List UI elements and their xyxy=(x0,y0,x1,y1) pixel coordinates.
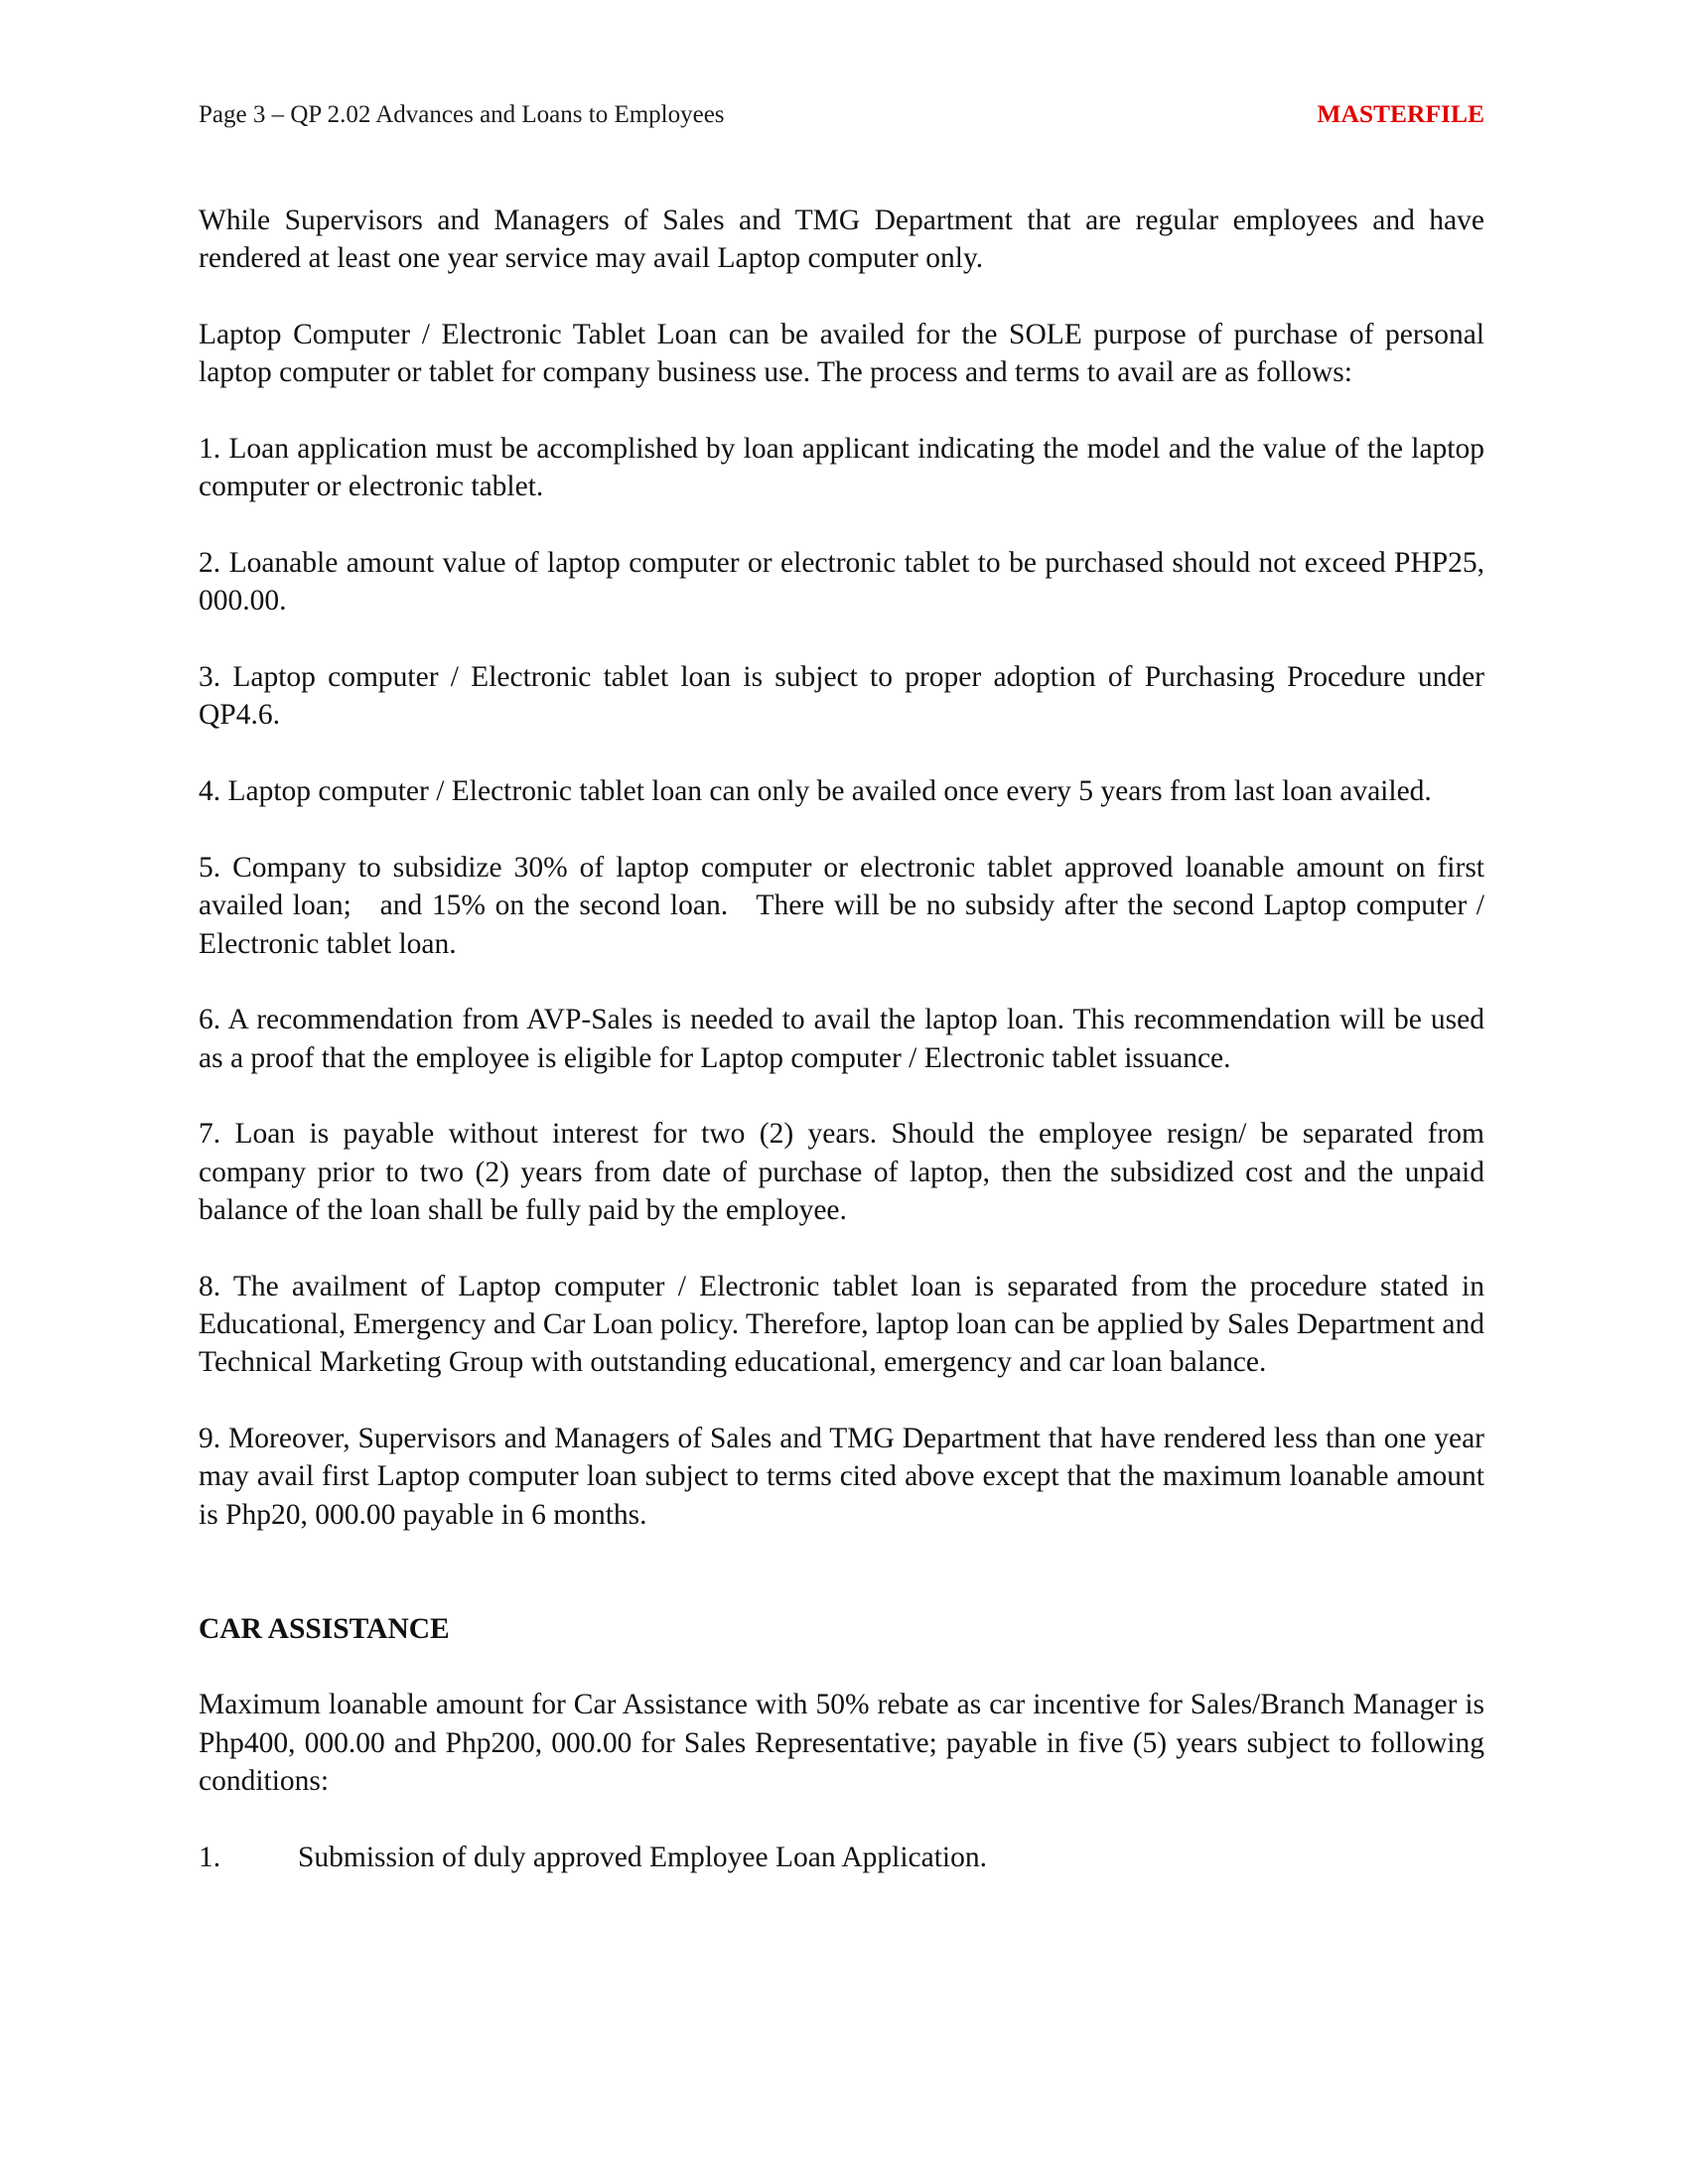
laptop-term-8: 8. The availment of Laptop computer / Electronic tablet loan is separated from the procedure stated in Educational, Emergency and Car Loan policy. Therefore, laptop loan can be applied by Sales Department and Technical Marketing Group with outstanding educational, emergency and car loan balance. xyxy=(199,1270,1484,1379)
car-condition-number: 1. xyxy=(199,1841,221,1873)
car-condition-item xyxy=(199,1839,1484,1876)
document-body xyxy=(199,202,1492,1876)
laptop-term-1: 1. Loan application must be accomplished by loan applicant indicating the model and the value of the laptop computer or electronic tablet. xyxy=(199,433,1484,503)
laptop-term-9: 9. Moreover, Supervisors and Managers of Sales and TMG Department that have rendered less than one year may avail first Laptop computer loan subject to terms cited above except that the maximum loanable amount is Php20, 000.00 payable in 6 months. xyxy=(199,1423,1484,1531)
car-condition-text: Submission of duly approved Employee Loan Application. xyxy=(298,1841,987,1873)
laptop-term-2: 2. Loanable amount value of laptop computer or electronic tablet to be purchased should not exceed PHP25, 000.00. xyxy=(199,547,1484,617)
car-assistance-paragraph: Maximum loanable amount for Car Assistance with 50% rebate as car incentive for Sales/Branch Manager is Php400, 000.00 and Php200, 000.00 for Sales Representative; payable in five (5) years subject to following conditions: xyxy=(199,1689,1484,1798)
page-header xyxy=(199,99,1484,129)
laptop-term-5: 5. Company to subsidize 30% of laptop computer or electronic tablet approved loanable amount on first availed loan; and 15% on the second loan. There will be no subsidy after the second Laptop computer / Electronic tablet loan. xyxy=(199,851,1492,960)
masterfile-stamp: MASTERFILE xyxy=(1317,99,1484,128)
intro-paragraph-eligibility: While Supervisors and Managers of Sales and TMG Department that are regular employees and have rendered at least one year service may avail Laptop computer only. xyxy=(199,205,1484,275)
section-heading-car-assistance: CAR ASSISTANCE xyxy=(199,1612,450,1645)
page-header-title: Page 3 – QP 2.02 Advances and Loans to Employees xyxy=(199,101,725,128)
laptop-term-6: 6. A recommendation from AVP-Sales is needed to avail the laptop loan. This recommendation will be used as a proof that the employee is eligible for Laptop computer / Electronic tablet issuance. xyxy=(199,1004,1484,1074)
intro-paragraph-purpose: Laptop Computer / Electronic Tablet Loan can be availed for the SOLE purpose of purchase of personal laptop computer or tablet for company business use. The process and terms to avail are as follows: xyxy=(199,319,1484,389)
laptop-term-3: 3. Laptop computer / Electronic tablet loan is subject to proper adoption of Purchasing Procedure under QP4.6. xyxy=(199,661,1484,732)
laptop-term-4: 4. Laptop computer / Electronic tablet loan can only be availed once every 5 years from last loan availed. xyxy=(199,775,1432,808)
laptop-term-7: 7. Loan is payable without interest for two (2) years. Should the employee resign/ be separated from company prior to two (2) years from date of purchase of laptop, then the subsidized cost and the unpaid balance of the loan shall be fully paid by the employee. xyxy=(199,1118,1484,1226)
